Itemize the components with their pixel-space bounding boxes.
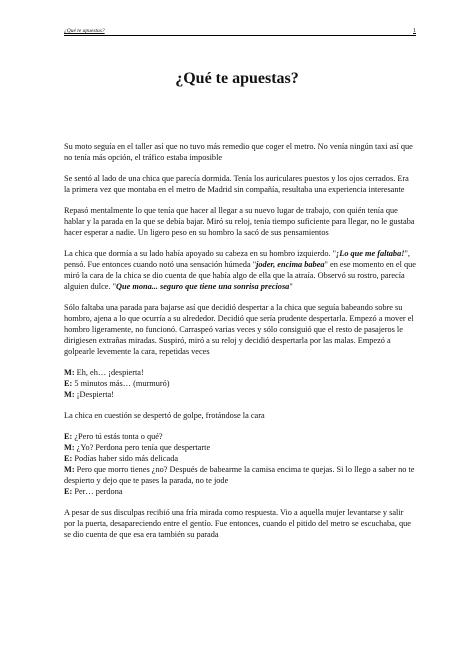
p4-text-c: " en ese momento en el que miró la cara de la chica se dio cuenta de que había algo de ella que la atraía. Observó su rostro, parecía alguien dulce. "	[64, 260, 416, 291]
speaker: M:	[64, 465, 75, 474]
speaker: E:	[64, 379, 73, 388]
line-text: Eh, eh… ¡despierta!	[74, 368, 144, 377]
p4-text-a: La chica que dormía a su lado había apoyado su cabeza en su hombro izquierdo. "	[64, 249, 337, 258]
line-text: ¿Yo? Perdona pero tenía que despertarte	[74, 443, 211, 452]
dialogue-line	[64, 486, 416, 497]
paragraph-4	[64, 248, 416, 292]
p4-emphasis-2: joder, encima babea	[256, 260, 325, 269]
p4-emphasis-1: ¡Lo que me faltaba!	[336, 249, 405, 258]
p4-text-b: ", pensó. Fue entonces cuando notó una sensación húmeda "	[64, 249, 410, 269]
dialogue-line	[64, 378, 416, 389]
dialogue-block-2	[64, 431, 416, 497]
dialogue-block-1	[64, 367, 416, 400]
document-title: ¿Qué te apuestas?	[175, 70, 299, 87]
document-body	[64, 141, 416, 550]
paragraph-3: Repasó mentalmente lo que tenía que hacer al llegar a su nuevo lugar de trabajo, con quién tenía que hablar y la parada en la que se debía bajar. Miró su reloj, tenía tiempo suficiente para llegar, no le gustaba hacer esperar a nadie. Un ligero peso en su hombro la sacó de sus pensamientos	[64, 206, 415, 237]
speaker: E:	[64, 487, 73, 496]
p4-emphasis-3: Que mona... seguro que tiene una sonrisa preciosa	[116, 282, 290, 291]
page-number: 1	[413, 28, 416, 34]
running-title: ¿Qué te apuestas?	[64, 28, 105, 34]
dialogue-line	[64, 431, 416, 442]
speaker: E:	[64, 432, 73, 441]
dialogue-line	[64, 442, 416, 453]
paragraph-6: La chica en cuestión se despertó de golpe, frotándose la cara	[64, 411, 265, 420]
dialogue-line	[64, 453, 416, 464]
line-text: Podías haber sido más delicada	[72, 454, 179, 463]
line-text: Pero que morro tienes ¿no? Después de babearme la camisa encima te quejas. Si lo llego a saber no te despierto y dejo que te pases la parada, no te jode	[64, 465, 415, 485]
paragraph-5: Sólo faltaba una parada para bajarse así que decidió despertar a la chica que seguía babeando sobre su hombro, ajena a lo que ocurría a su alrededor. Decidió que sería prudente despertarla. Empezó a mover el hombro ligeramente, no funcionó. Carraspeó varias veces y sólo consiguió que el resto de pasajeros le dirigiesen extrañas miradas. Suspiró, miró a su reloj y decidió despertarla por las malas. Empezó a golpearle levemente la cara, repetidas veces	[64, 303, 414, 356]
p4-text-d: "	[289, 282, 293, 291]
speaker: M:	[64, 390, 75, 399]
running-header	[64, 28, 416, 36]
line-text: ¡Despierta!	[74, 390, 114, 399]
line-text: ¿Pero tú estás tonta o qué?	[72, 432, 163, 441]
paragraph-2: Se sentó al lado de una chica que parecía dormida. Tenía los auriculares puestos y los ojos cerrados. Era la primera vez que montaba en el metro de Madrid sin compañía, resultaba una experiencia interesante	[64, 174, 409, 194]
speaker: M:	[64, 368, 75, 377]
speaker: M:	[64, 443, 75, 452]
dialogue-line	[64, 367, 416, 378]
paragraph-1: Su moto seguía en el taller así que no tuvo más remedio que coger el metro. No venía ningún taxi así que no tenía más opción, el tráfico estaba imposible	[64, 142, 413, 162]
line-text: Per… perdona	[72, 487, 123, 496]
dialogue-line	[64, 389, 416, 400]
dialogue-line	[64, 464, 416, 486]
speaker: E:	[64, 454, 73, 463]
paragraph-7: A pesar de sus disculpas recibió una fría mirada como respuesta. Vio a aquella mujer levantarse y salir por la puerta, desapareciendo entre el gentío. Fue entonces, cuando el pitido del metro se escuchaba, que se dio cuenta de que esa era también su parada	[64, 508, 411, 539]
line-text: 5 minutos más… (murmuró)	[72, 379, 170, 388]
